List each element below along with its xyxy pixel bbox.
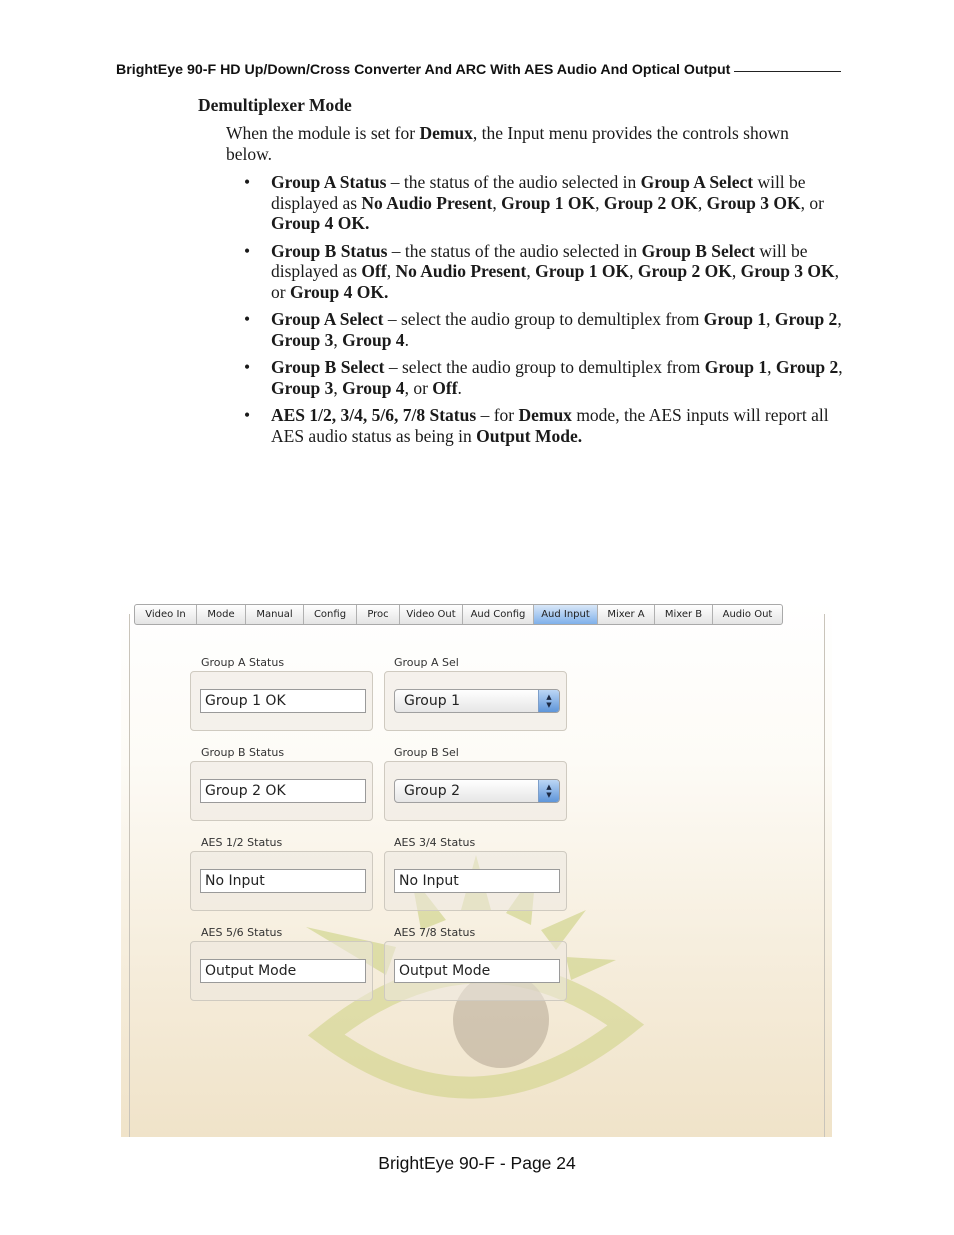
section-title: Demultiplexer Mode <box>198 95 352 115</box>
tab-mode[interactable]: Mode <box>197 605 246 624</box>
running-header <box>116 60 841 80</box>
group-a-select[interactable] <box>394 689 560 713</box>
tab-video-in[interactable]: Video In <box>135 605 197 624</box>
tab-config[interactable]: Config <box>304 605 357 624</box>
group-b-sel-label: Group B Sel <box>394 746 459 759</box>
updown-arrows-icon: ▲ ▼ <box>538 690 559 712</box>
tab-mixer-a[interactable]: Mixer A <box>598 605 655 624</box>
bullet-list <box>244 172 844 453</box>
aes56-status-box <box>190 941 373 1001</box>
tab-video-out[interactable]: Video Out <box>400 605 463 624</box>
bullet-dot: • <box>244 357 251 377</box>
bullet-dot: • <box>244 240 251 261</box>
group-b-status-label: Group B Status <box>201 746 285 759</box>
group-b-select[interactable] <box>394 779 560 803</box>
group-a-status-box <box>190 671 373 731</box>
aes78-status-field: Output Mode <box>394 959 560 983</box>
aes12-status-label: AES 1/2 Status <box>201 836 283 849</box>
intro-paragraph: When the module is set for Demux, the Input menu provides the controls shown below. <box>226 123 789 164</box>
bullet-item: • Group A Status – the status of the audio selected in Group A Select will be displayed as No Audio Present, Group 1 OK, Group 2 OK, Group 3 OK, or Group 4 OK. <box>244 172 824 233</box>
aes56-status-label: AES 5/6 Status <box>201 926 283 939</box>
bullet-item: • Group B Status – the status of the audio selected in Group B Select will be displayed as Off, No Audio Present, Group 1 OK, Group 2 OK, Group 3 OK, or Group 4 OK. <box>244 240 840 302</box>
bullet-item: • Group A Select – select the audio group to demultiplex from Group 1, Group 2, Group 3, Group 4. <box>244 309 842 350</box>
bullet-dot: • <box>244 405 251 425</box>
aes34-status-box <box>384 851 567 911</box>
group-a-status-field: Group 1 OK <box>200 689 366 713</box>
group-b-select-value: Group 2 <box>404 783 460 799</box>
updown-arrows-icon: ▲ ▼ <box>538 780 559 802</box>
tab-aud-config[interactable]: Aud Config <box>463 605 534 624</box>
bullet-item: • Group B Select – select the audio group to demultiplex from Group 1, Group 2, Group 3, Group 4, or Off. <box>244 357 843 398</box>
tab-aud-input[interactable]: Aud Input <box>534 605 598 624</box>
group-a-sel-box <box>384 671 567 731</box>
group-b-status-box <box>190 761 373 821</box>
bullet-item: • AES 1/2, 3/4, 5/6, 7/8 Status – for Demux mode, the AES inputs will report all AES audio status as being in Output Mode. <box>244 405 829 446</box>
tab-bar <box>134 604 783 625</box>
group-a-status-label: Group A Status <box>201 656 285 669</box>
aes34-status-label: AES 3/4 Status <box>394 836 476 849</box>
aes78-status-label: AES 7/8 Status <box>394 926 476 939</box>
page-footer: BrightEye 90-F - Page 24 <box>378 1153 576 1173</box>
tab-manual[interactable]: Manual <box>246 605 304 624</box>
tab-mixer-b[interactable]: Mixer B <box>655 605 713 624</box>
control-panel-screenshot <box>121 600 832 1137</box>
bullet-dot: • <box>244 172 251 192</box>
aes34-status-field: No Input <box>394 869 560 893</box>
aes78-status-box <box>384 941 567 1001</box>
aes12-status-box <box>190 851 373 911</box>
group-a-select-value: Group 1 <box>404 693 460 709</box>
header-rule <box>734 71 841 72</box>
group-b-status-field: Group 2 OK <box>200 779 366 803</box>
tab-audio-out[interactable]: Audio Out <box>722 609 773 620</box>
aes56-status-field: Output Mode <box>200 959 366 983</box>
aes12-status-field: No Input <box>200 869 366 893</box>
bullet-dot: • <box>244 309 251 329</box>
group-a-sel-label: Group A Sel <box>394 656 459 669</box>
group-b-sel-box <box>384 761 567 821</box>
tab-proc[interactable]: Proc <box>357 605 400 624</box>
running-header-title: BrightEye 90-F HD Up/Down/Cross Converter And ARC With AES Audio And Optical Output <box>116 62 731 78</box>
